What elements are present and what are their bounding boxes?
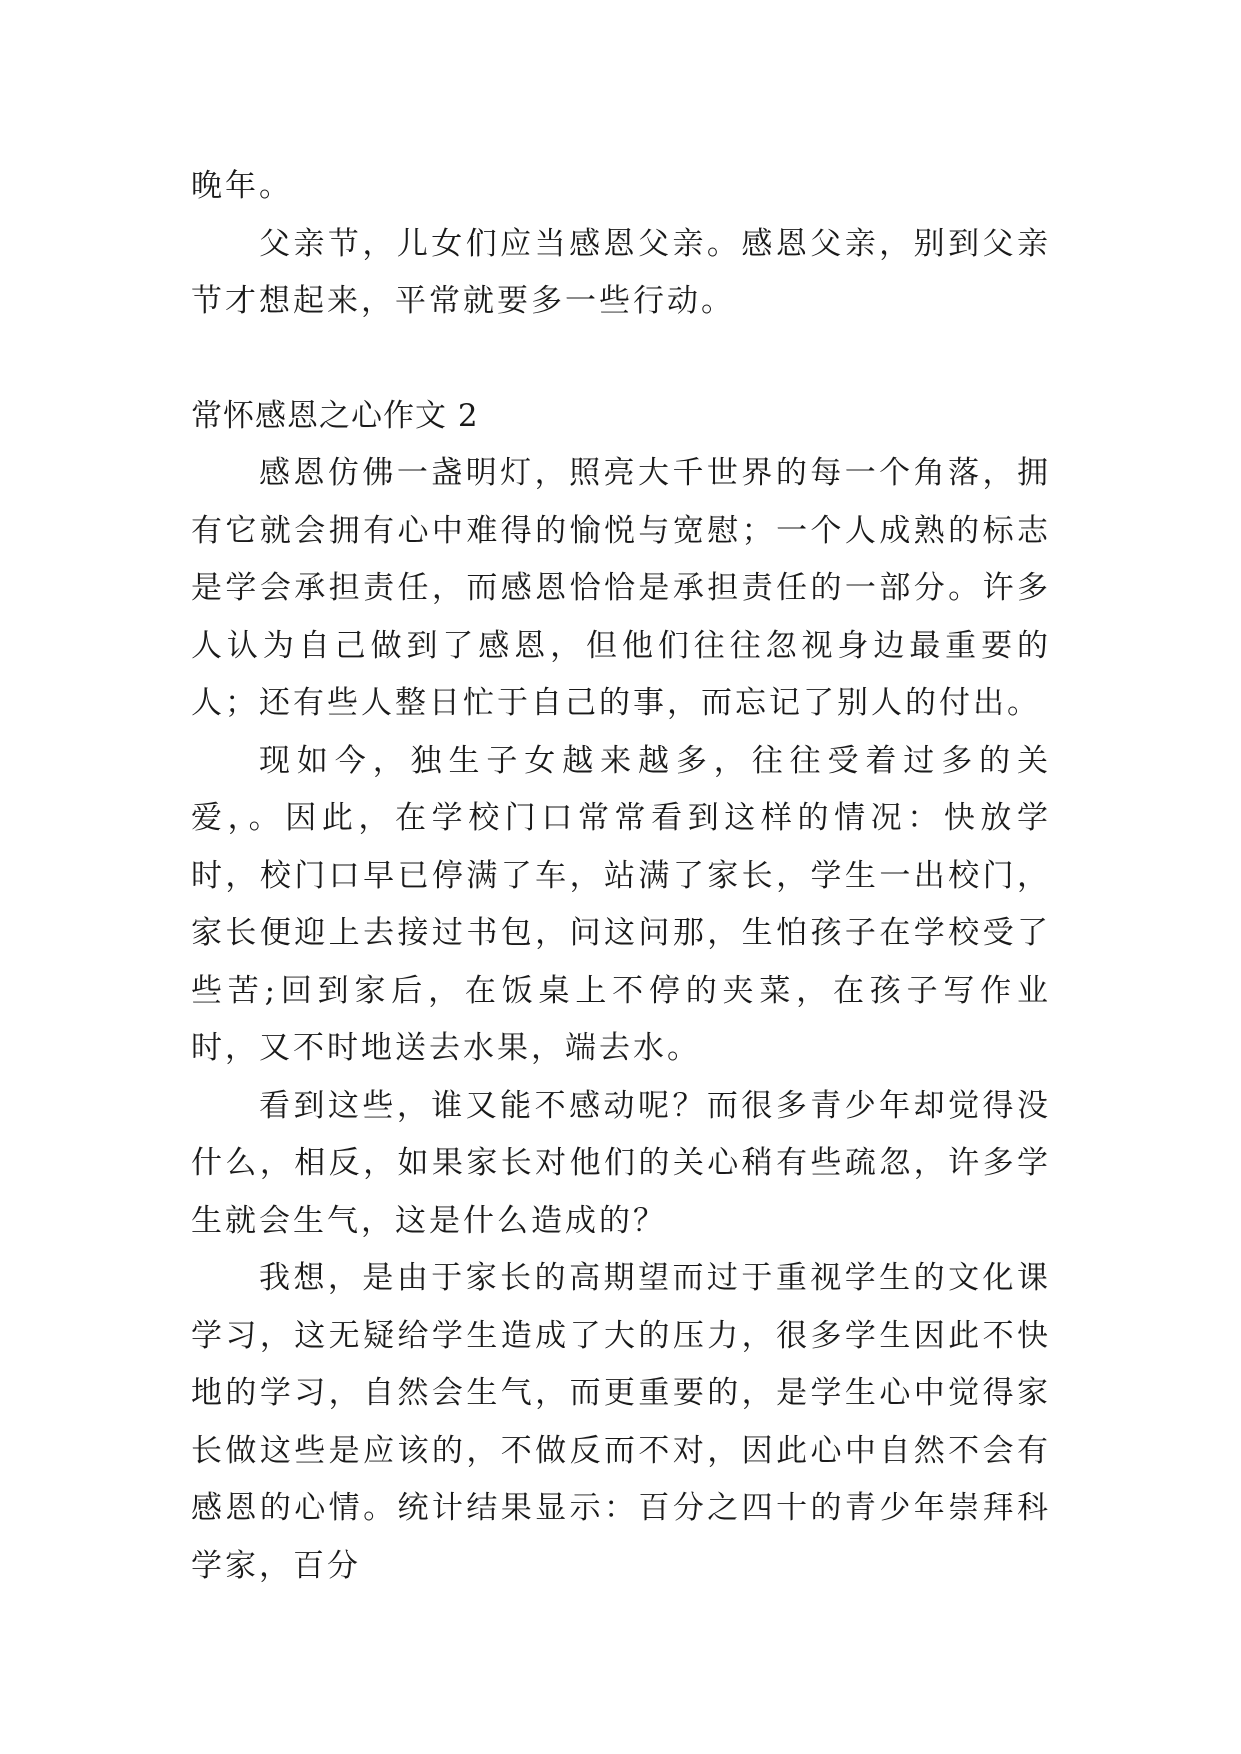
paragraph-only-children: 现如今，独生子女越来越多，往往受着过多的关爱，。因此，在学校门口常常看到这样的情况：快放学时，校门口早已停满了车，站满了家长，学生一出校门，家长便迎上去接过书包，问这问那，生怕孩子在学校受了些苦;回到家后，在饭桌上不停的夹菜，在孩子写作业时，又不时地送去水果，端去水。	[191, 742, 1051, 1066]
document-body	[191, 158, 1051, 1595]
paragraph-fathers-day: 父亲节，儿女们应当感恩父亲。感恩父亲，别到父亲节才想起来，平常就要多一些行动。	[191, 225, 1051, 319]
section-spacer	[191, 331, 1051, 388]
paragraph-ending: 晚年。	[191, 168, 293, 204]
paragraph-gratitude-lamp: 感恩仿佛一盏明灯，照亮大千世界的每一个角落，拥有它就会拥有心中难得的愉悦与宽慰；一个人成熟的标志是学会承担责任，而感恩恰恰是承担责任的一部分。许多人认为自己做到了感恩，但他们往往忽视身边最重要的人；还有些人整日忙于自己的事，而忘记了别人的付出。	[191, 455, 1051, 721]
paragraph-who-not-moved: 看到这些，谁又能不感动呢？而很多青少年却觉得没什么，相反，如果家长对他们的关心稍有些疏忽，许多学生就会生气，这是什么造成的？	[191, 1087, 1051, 1239]
paragraph-i-think: 我想，是由于家长的高期望而过于重视学生的文化课学习，这无疑给学生造成了大的压力，很多学生因此不快地的学习，自然会生气，而更重要的，是学生心中觉得家长做这些是应该的，不做反而不对，因此心中自然不会有感恩的心情。统计结果显示：百分之四十的青少年崇拜科学家，百分	[191, 1260, 1051, 1584]
essay-heading: 常怀感恩之心作文 2	[191, 397, 479, 434]
